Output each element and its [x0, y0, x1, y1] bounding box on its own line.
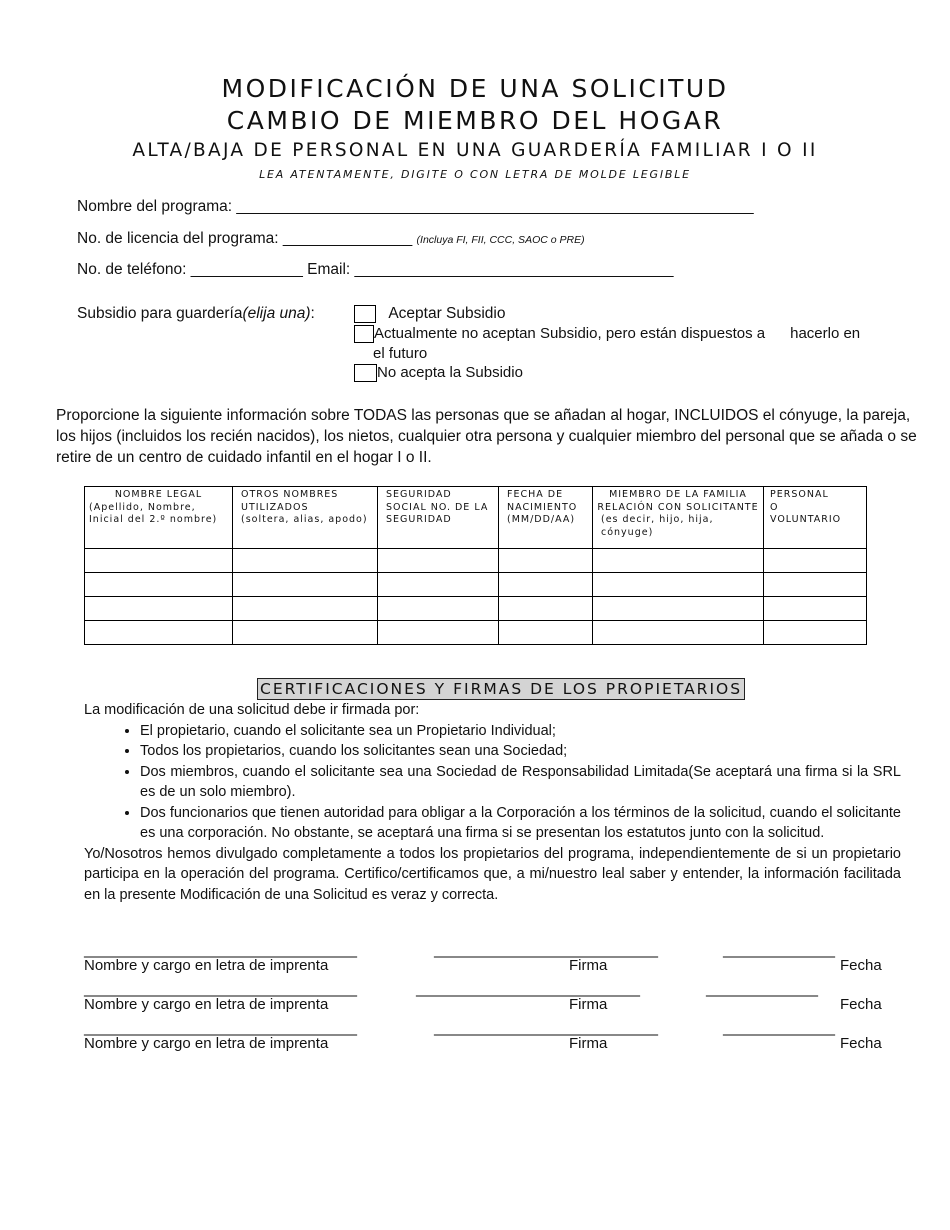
table-cell[interactable] [233, 621, 378, 645]
table-cell[interactable] [499, 549, 593, 573]
checkbox-decline[interactable] [354, 364, 377, 382]
table-cell[interactable] [764, 573, 867, 597]
list-item: • Todos los propietarios, cuando los solicitantes sean una Sociedad; [140, 741, 901, 762]
signature-label: Firma [569, 957, 608, 974]
header-sub: (soltera, alias, apodo) [241, 514, 368, 525]
header-main: FECHA DE NACIMIENTO [507, 489, 578, 513]
name-line[interactable]: _______________________________________ [84, 942, 357, 958]
header-ssn [378, 487, 499, 549]
table-cell[interactable] [764, 549, 867, 573]
certification-title: CERTIFICACIONES Y FIRMAS DE LOS PROPIETARIOS [257, 678, 745, 700]
subsidy-option-willing[interactable] [354, 324, 860, 344]
name-label: Nombre y cargo en letra de imprenta [84, 996, 329, 1013]
name-label: Nombre y cargo en letra de imprenta [84, 1035, 329, 1052]
subsidy-label-colon: : [310, 305, 315, 322]
table-cell[interactable] [85, 621, 233, 645]
form-title: MODIFICACIÓN DE UNA SOLICITUD [221, 74, 729, 103]
date-label: Fecha [840, 1035, 882, 1052]
header-sub: (Apellido, Nombre, Inicial del 2.º nombre) [89, 501, 218, 525]
table-cell[interactable] [85, 597, 233, 621]
license-row [77, 229, 585, 250]
certification-block [84, 700, 901, 905]
email-field[interactable]: _____________________________________ [354, 261, 674, 278]
table-cell[interactable] [499, 573, 593, 597]
form-subtitle: CAMBIO DE MIEMBRO DEL HOGAR [226, 106, 724, 135]
name-label: Nombre y cargo en letra de imprenta [84, 957, 329, 974]
table-cell[interactable] [378, 549, 499, 573]
phone-label: No. de teléfono: [77, 261, 187, 278]
header-relationship [593, 487, 764, 549]
date-label: Fecha [840, 996, 882, 1013]
header-sub: (es decir, hijo, hija, cónyuge) [601, 514, 714, 538]
license-note: (Incluya FI, FII, CCC, SAOC o PRE) [416, 234, 585, 246]
program-name-row [77, 197, 754, 217]
table-cell[interactable] [764, 597, 867, 621]
date-line[interactable]: ________________ [723, 1020, 835, 1036]
table-cell[interactable] [764, 621, 867, 645]
subsidy-label-text: Subsidio para guardería [77, 305, 243, 322]
option-label: Aceptar Subsidio [388, 305, 506, 322]
license-label: No. de licencia del programa: [77, 230, 279, 247]
subsidy-option-willing-cont: el futuro [373, 345, 428, 362]
email-label: Email: [307, 261, 351, 278]
phone-row [77, 260, 674, 280]
list-item: • El propietario, cuando el solicitante sea un Propietario Individual; [140, 721, 901, 742]
intro-paragraph: Proporcione la siguiente información sobre TODAS las personas que se añadan al hogar, INCLUIDOS el cónyuge, la pareja, los hijos (incluidos los recién nacidos), los nietos, cualquier otra persona y cualquier miembro del personal que se añada o se retire de un centro de cuidado infantil en el hogar I o II. [56, 407, 917, 466]
header-dob [499, 487, 593, 549]
form-subtitle-2: ALTA/BAJA DE PERSONAL EN UNA GUARDERÍA FAMILIAR I O II [132, 140, 818, 161]
certification-intro: La modificación de una solicitud debe ir firmada por: [84, 702, 420, 718]
subsidy-option-accept[interactable] [354, 304, 506, 324]
header-other-names [233, 487, 378, 549]
checkbox-accept[interactable] [354, 305, 376, 323]
table-cell[interactable] [233, 549, 378, 573]
header-main: MIEMBRO DE LA FAMILIA RELACIÓN CON SOLICITANTE [597, 489, 759, 513]
list-item: • Dos funcionarios que tienen autoridad para obligar a la Corporación a los términos de la solicitud, cuando el solicitante es una corporación. No obstante, se aceptará una firma si se presentan los estatutos junto con la solicitud. [140, 803, 901, 844]
table-cell[interactable] [593, 597, 764, 621]
signature-line[interactable]: ________________________________ [416, 981, 640, 997]
subsidy-label-note: (elija una) [242, 305, 311, 322]
table-cell[interactable] [378, 597, 499, 621]
subsidy-option-decline[interactable] [354, 363, 523, 383]
table-cell[interactable] [85, 549, 233, 573]
name-line[interactable]: _______________________________________ [84, 1020, 357, 1036]
header-main: SEGURIDAD SOCIAL NO. DE LA SEGURIDAD [386, 489, 489, 525]
table-cell[interactable] [499, 597, 593, 621]
checkbox-willing[interactable] [354, 325, 374, 343]
signature-line[interactable]: ________________________________ [434, 1020, 658, 1036]
signature-label: Firma [569, 996, 608, 1013]
date-line[interactable]: ________________ [706, 981, 818, 997]
table-cell[interactable] [233, 573, 378, 597]
header-main: PERSONAL O VOLUNTARIO [770, 489, 842, 525]
header-sub: (MM/DD/AA) [507, 514, 576, 525]
list-item: • Dos miembros, cuando el solicitante sea una Sociedad de Responsabilidad Limitada(Se aceptará una firma si la SRL es de un solo miembro). [140, 762, 901, 803]
table-header-row [85, 487, 867, 549]
household-table [84, 486, 867, 645]
header-staff [764, 487, 867, 549]
form-instruction: LEA ATENTAMENTE, DIGITE O CON LETRA DE MOLDE LEGIBLE [259, 168, 691, 181]
table-row [85, 621, 867, 645]
license-field[interactable]: _______________ [282, 230, 413, 247]
certification-statement: Yo/Nosotros hemos divulgado completamente a todos los propietarios del programa, independientemente de si un propietario participa en la operación del programa. Certifico/certificamos que, a mi/nuestro leal saber y entender, la información facilitada en la presente Modificación de una Solicitud es veraz y correcta. [84, 845, 901, 903]
program-name-label: Nombre del programa: [77, 198, 233, 215]
subsidy-label [77, 304, 315, 324]
date-label: Fecha [840, 957, 882, 974]
phone-field[interactable]: _____________ [190, 261, 303, 278]
table-row [85, 597, 867, 621]
table-cell[interactable] [378, 573, 499, 597]
table-cell[interactable] [85, 573, 233, 597]
table-row [85, 549, 867, 573]
certification-list [84, 721, 901, 844]
table-cell[interactable] [593, 573, 764, 597]
date-line[interactable]: ________________ [723, 942, 835, 958]
header-main: NOMBRE LEGAL [114, 489, 203, 500]
signature-label: Firma [569, 1035, 608, 1052]
header-main: OTROS NOMBRES UTILIZADOS [241, 489, 339, 513]
name-line[interactable]: _______________________________________ [84, 981, 357, 997]
option-label: Actualmente no aceptan Subsidio, pero están dispuestos a hacerlo en [374, 325, 861, 342]
program-name-field[interactable]: ____________________________________________________________ [236, 198, 754, 215]
table-cell[interactable] [378, 621, 499, 645]
table-cell[interactable] [233, 597, 378, 621]
table-row [85, 573, 867, 597]
table-cell[interactable] [593, 549, 764, 573]
signature-line[interactable]: ________________________________ [434, 942, 658, 958]
table-cell[interactable] [593, 621, 764, 645]
table-cell[interactable] [499, 621, 593, 645]
option-label: No acepta la Subsidio [377, 364, 523, 381]
header-legal-name [85, 487, 233, 549]
